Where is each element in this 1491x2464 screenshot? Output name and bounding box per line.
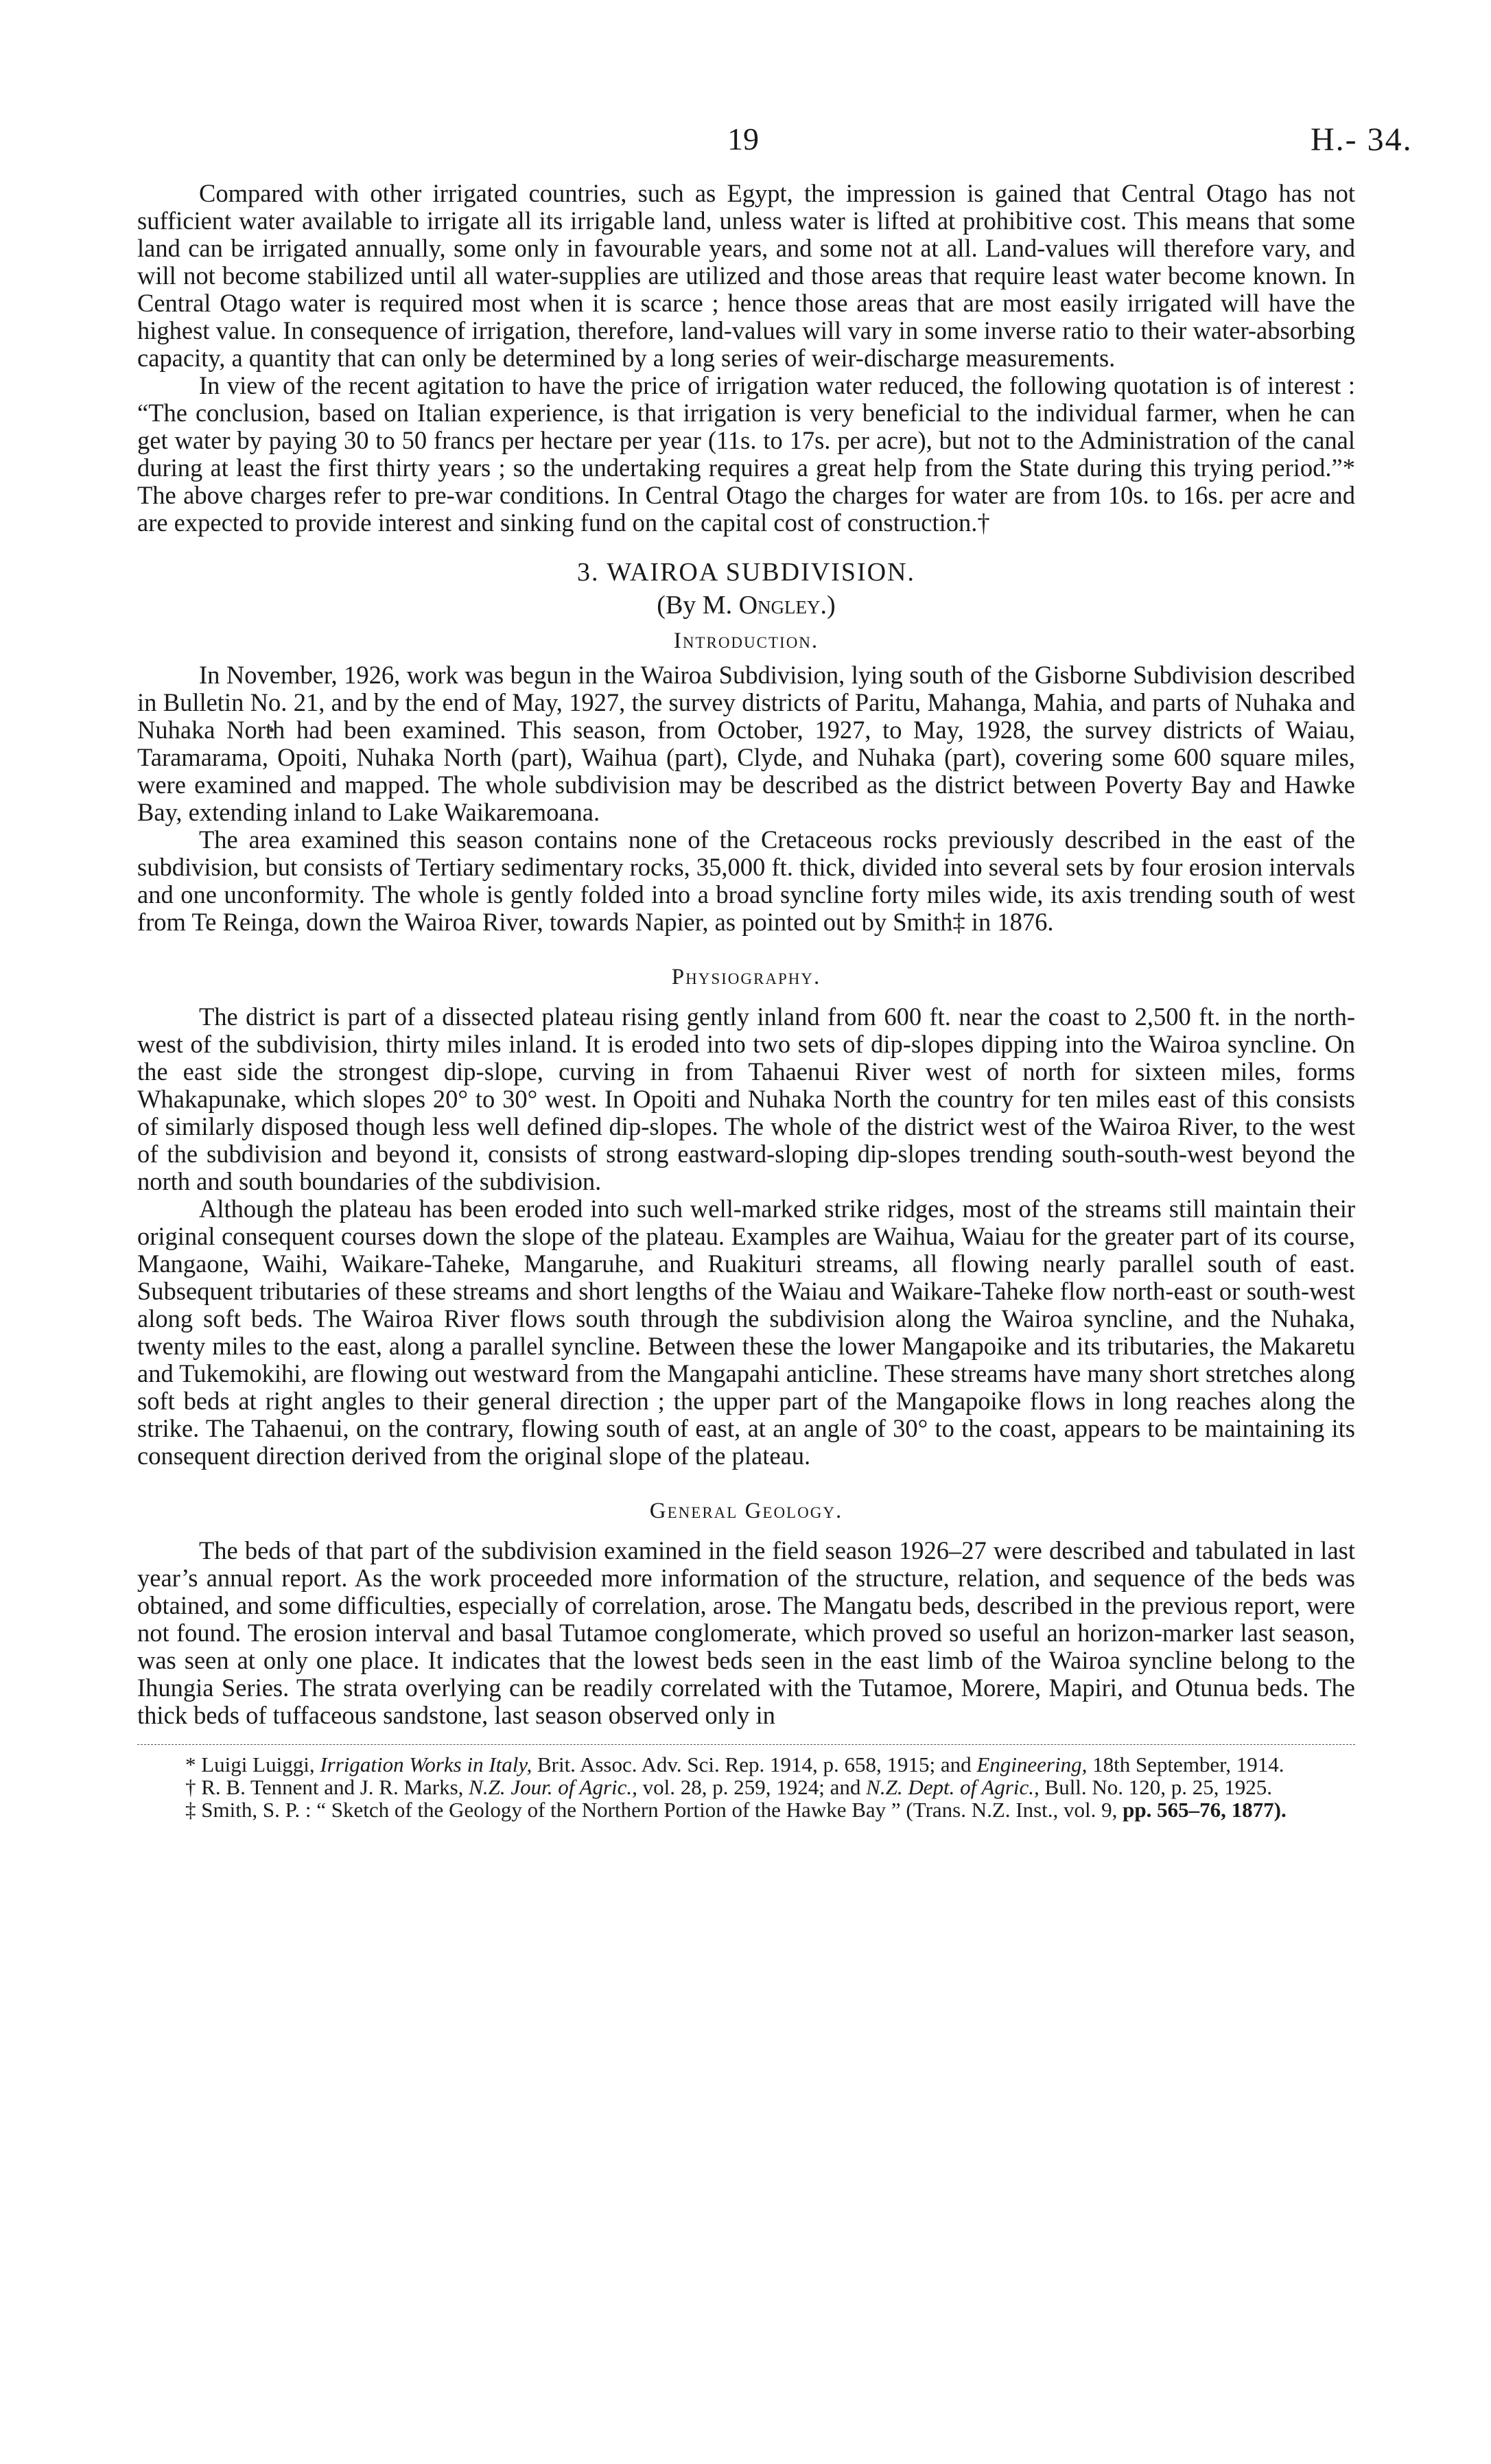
paragraph: Although the plateau has been eroded into such well-marked strike ridges, most of the streams still maintain their original consequent courses down the slope of the plateau. Examples are Waihua, Waiau for the greater part of its course, Mangaone, Waihi, Waikare-Taheke, Mangaruhe, and Ruakituri streams, all flowing nearly parallel south of east. Subsequent tributaries of these streams and short lengths of the Waiau and Waikare-Taheke flow north-east or south-west along soft beds. The Wairoa River flows south through the subdivision along the Wairoa syncline, and the Nuhaka, twenty miles to the east, along a parallel syncline. Between these the lower Mangapoike and its tributaries, the Makaretu and Tukemokihi, are flowing out westward from the Mangapahi anticline. These streams have many short stretches along soft beds at right angles to their general direction ; the upper part of the Mangapoike flows in long reaches along the strike. The Tahaenui, on the contrary, flowing south of east, at an angle of 30° to the coast, appears to be maintaining its consequent direction derived from the original slope of the plateau.	[137, 1195, 1355, 1470]
footnote-mark: *	[185, 1752, 196, 1776]
footnote-mark: ‡	[185, 1798, 196, 1822]
introduction-heading: Introduction.	[673, 629, 819, 653]
paragraph: In November, 1926, work was begun in the Wairoa Subdivision, lying south of the Gisborne Subdivision described in Bulletin No. 21, and by the end of May, 1927, the survey districts of Paritu, Mahanga, Mahia, and parts of Nuhaka and Nuhaka North had been examined. This season, from October, 1927, to May, 1928, the survey districts of Waiau, Taramarama, Opoiti, Nuhaka North (part), Waihua (part), Clyde, and Nuhaka (part), covering some 600 square miles, were examined and mapped. The whole subdivision may be described as the district between Poverty Bay and Hawke Bay, extending inland to Lake Waikaremoana.	[137, 661, 1355, 826]
document-reference: H.- 34.	[1311, 121, 1413, 158]
section-title: 3. WAIROA SUBDIVISION.	[577, 558, 915, 587]
footnote: * Luigi Luiggi, Irrigation Works in Italy, Brit. Assoc. Adv. Sci. Rep. 1914, p. 658, 1915; and Engineering, 18th September, 1914.	[185, 1752, 1284, 1776]
page-body	[137, 180, 1355, 1821]
paragraph: The beds of that part of the subdivision examined in the field season 1926–27 were described and tabulated in last year’s annual report. As the work proceeded more information of the structure, relation, and sequence of the beds was obtained, and some difficulties, especially of correlation, arose. The Mangatu beds, described in the previous report, were not found. The erosion interval and basal Tutamoe conglomerate, which proved so useful an horizon-marker last season, was seen at only one place. It indicates that the lowest beds seen in the east limb of the Wairoa syncline belong to the Ihungia Series. The strata overlying can be readily correlated with the Tutamoe, Morere, Mapiri, and Otunua beds. The thick beds of tuffaceous sandstone, last season observed only in	[137, 1536, 1355, 1729]
page-number: 19	[727, 121, 759, 156]
paragraph: Compared with other irrigated countries, such as Egypt, the impression is gained that Central Otago has not sufficient water available to irrigate all its irrigable land, unless water is lifted at prohibitive cost. This means that some land can be irrigated annually, some only in favourable years, and some not at all. Land-values will therefore vary, and will not become stabilized until all water-supplies are utilized and those areas that require least water become known. In Central Otago water is required most when it is scarce ; hence those areas that are most easily irrigated will have the highest value. In consequence of irrigation, therefore, land-values will vary in some inverse ratio to their water-absorbing capacity, a quantity that can only be determined by a long series of weir-discharge measurements.	[137, 179, 1355, 372]
section-author	[137, 591, 1355, 619]
author-name: Ongley	[738, 591, 821, 620]
paragraph: The area examined this season contains none of the Cretaceous rocks previously described in the east of the subdivision, but consists of Tertiary sedimentary rocks, 35,000 ft. thick, divided into several sets by four erosion intervals and one unconformity. The whole is gently folded into a broad syncline forty miles wide, its axis trending south of west from Te Reinga, down the Wairoa River, towards Napier, as pointed out by Smith‡ in 1876.	[137, 825, 1355, 936]
paragraph: The district is part of a dissected plateau rising gently inland from 600 ft. near the coast to 2,500 ft. in the north-west of the subdivision, thirty miles inland. It is eroded into two sets of dip-slopes dipping into the Wairoa syncline. On the east side the strongest dip-slope, curving in from Tahaenui River west of north for sixteen miles, forms Whakapunake, which slopes 20° to 30° west. In Opoiti and Nuhaka North the country for ten miles east of this consists of similarly disposed though less well defined dip-slopes. The whole of the district west of the Wairoa River, to the west of the subdivision and beyond it, consists of strong eastward-sloping dip-slopes trending south-south-west beyond the north and south boundaries of the subdivision.	[137, 1002, 1355, 1195]
footnotes	[137, 1753, 1355, 1821]
physiography-heading: Physiography.	[671, 965, 821, 989]
footnote: ‡ Smith, S. P. : “ Sketch of the Geology of the Northern Portion of the Hawke Bay ” (Trans. N.Z. Inst., vol. 9, pp. 565–76, 1877).	[185, 1798, 1287, 1822]
footnote: † R. B. Tennent and J. R. Marks, N.Z. Jour. of Agric., vol. 28, p. 259, 1924; and N.Z. Dept. of Agric., Bull. No. 120, p. 25, 1925.	[185, 1775, 1273, 1799]
page-header	[0, 121, 1491, 162]
general-geology-heading: General Geology.	[649, 1499, 843, 1523]
author-prefix: (By M.	[657, 591, 733, 620]
footnote-divider	[137, 1744, 1355, 1745]
footnote-mark: †	[185, 1775, 196, 1799]
paragraph: In view of the recent agitation to have the price of irrigation water reduced, the following quotation is of interest : “The conclusion, based on Italian experience, is that irrigation is very beneficial to the individual farmer, when he can get water by paying 30 to 50 francs per hectare per year (11s. to 17s. per acre), but not to the Administration of the canal during at least the first thirty years ; so the undertaking requires a great help from the State during this trying period.”* The above charges refer to pre-war conditions. In Central Otago the charges for water are from 10s. to 16s. per acre and are expected to provide interest and sinking fund on the capital cost of construction.†	[137, 371, 1355, 537]
author-suffix: .)	[820, 591, 836, 620]
